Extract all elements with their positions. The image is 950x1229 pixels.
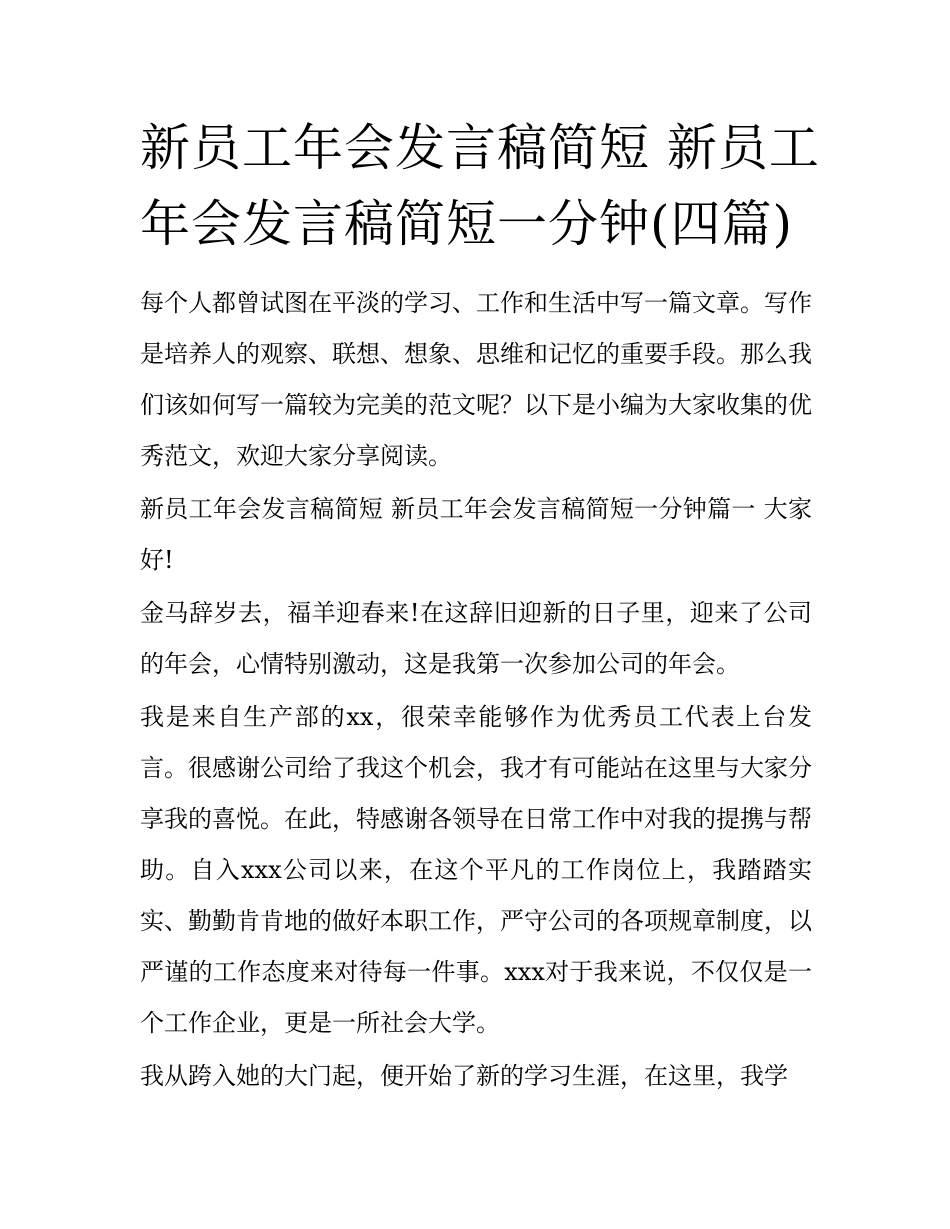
paragraph-greeting: 金马辞岁去，福羊迎春来!在这辞旧迎新的日子里，迎来了公司的年会，心情特别激动，这是我第一次参加公司的年会。: [140, 599, 812, 678]
document-title: 新员工年会发言稿简短 新员工年会发言稿简短一分钟(四篇): [140, 119, 820, 253]
paragraph-section-heading: 新员工年会发言稿简短 新员工年会发言稿简短一分钟篇一 大家好!: [140, 495, 812, 574]
paragraph-main: 我是来自生产部的xx，很荣幸能够作为优秀员工代表上台发言。很感谢公司给了我这个机会，我才有可能站在这里与大家分享我的喜悦。在此，特感谢各领导在日常工作中对我的提携与帮助。自入xxx公司以来，在这个平凡的工作岗位上，我踏踏实实、勤勤肯肯地的做好本职工作，严守公司的各项规章制度，以严谨的工作态度来对待每一件事。xxx对于我来说，不仅仅是一个工作企业，更是一所社会大学。: [140, 703, 812, 1037]
paragraph-continued: 我从跨入她的大门起，便开始了新的学习生涯，在这里，我学: [140, 1062, 788, 1090]
document-body: [140, 278, 812, 1104]
paragraph-intro: 每个人都曾试图在平淡的学习、工作和生活中写一篇文章。写作是培养人的观察、联想、想象、思维和记忆的重要手段。那么我们该如何写一篇较为完美的范文呢？以下是小编为大家收集的优秀范文，欢迎大家分享阅读。: [140, 289, 812, 470]
